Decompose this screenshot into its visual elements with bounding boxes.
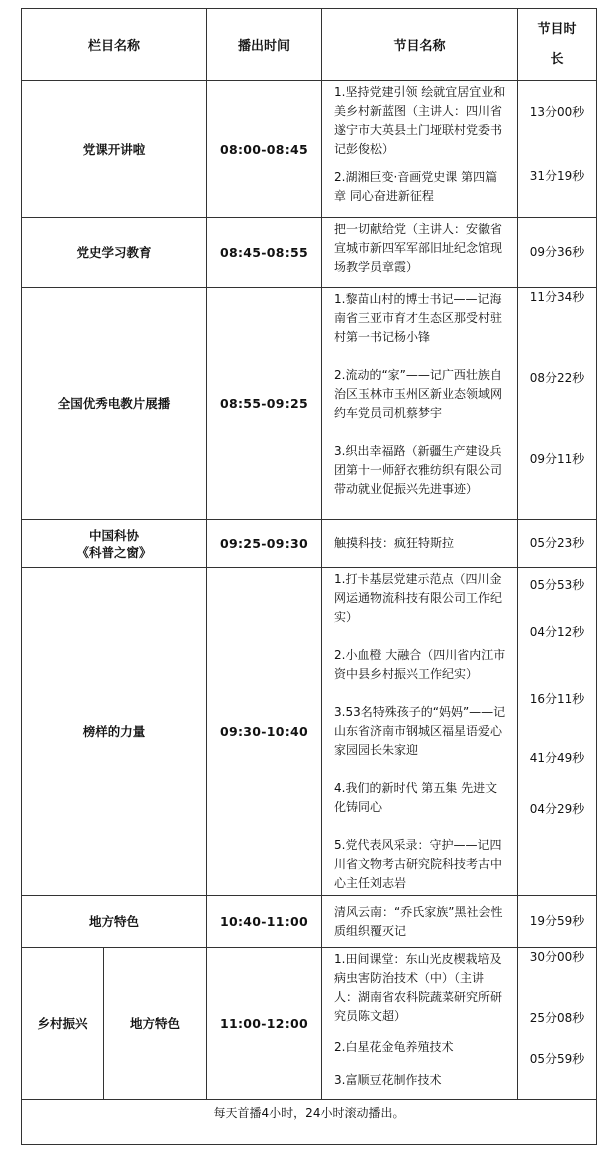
footer-row xyxy=(22,1100,597,1145)
duration-cell xyxy=(518,288,597,520)
column-name xyxy=(22,520,207,568)
table-row xyxy=(22,568,597,896)
table-row xyxy=(22,520,597,568)
program-duration: 09分36秒 xyxy=(529,245,585,259)
table-row xyxy=(22,896,597,948)
header-row xyxy=(22,9,597,81)
header-duration-line2: 长 xyxy=(550,51,564,67)
program-duration: 31分19秒 xyxy=(529,169,585,183)
header-column-name: 栏目名称 xyxy=(22,9,207,81)
air-time: 11:00-12:00 xyxy=(207,948,322,1100)
program-duration: 41分49秒 xyxy=(529,751,585,765)
program-title: 2.白星花金龟养殖技术 xyxy=(334,1040,454,1054)
program-duration: 04分12秒 xyxy=(529,625,585,639)
program-title: 2.流动的“家”——记广西壮族自治区玉林市玉州区新业态领域网约车党员司机蔡梦宇 xyxy=(334,368,503,420)
air-time: 08:00-08:45 xyxy=(207,81,322,218)
program-duration: 04分29秒 xyxy=(529,802,585,816)
header-duration xyxy=(518,9,597,81)
program-duration: 05分59秒 xyxy=(529,1052,585,1066)
column-name: 地方特色 xyxy=(22,896,207,948)
column-name: 榜样的力量 xyxy=(22,568,207,896)
program-title: 2.小血橙 大融合（四川省内江市资中县乡村振兴工作纪实） xyxy=(334,648,506,681)
duration-cell xyxy=(518,218,597,288)
program-cell xyxy=(322,288,518,520)
schedule-table xyxy=(21,8,597,1145)
program-duration: 13分00秒 xyxy=(529,105,585,119)
column-name: 乡村振兴 xyxy=(22,948,104,1100)
header-program-name: 节目名称 xyxy=(322,9,518,81)
column-name-line2: 《科普之窗》 xyxy=(76,544,152,560)
program-title: 1.田间课堂：东山光皮楔栽培及病虫害防治技术（中）（主讲人：湖南省农科院蔬菜研究所研究员陈文超） xyxy=(334,952,503,1023)
program-title: 1.坚持党建引领 绘就宜居宜业和美乡村新蓝图（主讲人：四川省遂宁市大英县土门垭联村党委书记彭俊松） xyxy=(334,85,506,156)
duration-cell xyxy=(518,896,597,948)
header-air-time: 播出时间 xyxy=(207,9,322,81)
header-duration-line1: 节目时 xyxy=(537,21,577,37)
table-row xyxy=(22,948,597,1100)
duration-cell xyxy=(518,520,597,568)
program-duration: 19分59秒 xyxy=(529,914,585,928)
footer-note: 每天首播4小时，24小时滚动播出。 xyxy=(22,1100,597,1145)
table-row xyxy=(22,81,597,218)
program-cell xyxy=(322,520,518,568)
program-title: 5.党代表风采录：守护——记四川省文物考古研究院科技考古中心主任刘志岩 xyxy=(334,838,503,890)
program-duration: 09分11秒 xyxy=(529,452,585,466)
program-duration: 08分22秒 xyxy=(529,371,585,385)
program-cell xyxy=(322,218,518,288)
program-title: 把一切献给党（主讲人：安徽省宣城市新四军军部旧址纪念馆现场教学员章霞） xyxy=(334,222,503,274)
sub-column-name: 地方特色 xyxy=(104,948,207,1100)
program-duration: 11分34秒 xyxy=(529,290,585,304)
program-duration: 16分11秒 xyxy=(529,692,585,706)
column-name: 党史学习教育 xyxy=(22,218,207,288)
program-duration: 30分00秒 xyxy=(529,950,585,964)
air-time: 09:25-09:30 xyxy=(207,520,322,568)
column-name: 全国优秀电教片展播 xyxy=(22,288,207,520)
program-title: 1.打卡基层党建示范点（四川金网运通物流科技有限公司工作纪实） xyxy=(334,572,503,624)
air-time: 08:55-09:25 xyxy=(207,288,322,520)
program-cell xyxy=(322,948,518,1100)
program-title: 1.黎苗山村的博士书记——记海南省三亚市育才生态区那受村驻村第一书记杨小锋 xyxy=(334,292,503,344)
column-name: 党课开讲啦 xyxy=(22,81,207,218)
air-time: 08:45-08:55 xyxy=(207,218,322,288)
program-title: 2.湖湘巨变·音画党史课 第四篇章 同心奋进新征程 xyxy=(334,170,498,203)
program-cell xyxy=(322,81,518,218)
program-duration: 25分08秒 xyxy=(529,1011,585,1025)
duration-cell xyxy=(518,948,597,1100)
duration-cell xyxy=(518,568,597,896)
program-duration: 05分23秒 xyxy=(529,536,585,550)
program-duration: 05分53秒 xyxy=(529,578,585,592)
program-cell xyxy=(322,568,518,896)
table-row xyxy=(22,218,597,288)
air-time: 09:30-10:40 xyxy=(207,568,322,896)
program-title: 触摸科技：疯狂特斯拉 xyxy=(334,536,455,550)
program-cell xyxy=(322,896,518,948)
table-row xyxy=(22,288,597,520)
program-title: 清风云南：“乔氏家族”黑社会性质组织覆灭记 xyxy=(334,904,503,938)
column-name-line1: 中国科协 xyxy=(89,527,140,543)
air-time: 10:40-11:00 xyxy=(207,896,322,948)
duration-cell xyxy=(518,81,597,218)
program-title: 4.我们的新时代 第五集 先进文化铸同心 xyxy=(334,781,498,814)
program-title: 3.53名特殊孩子的“妈妈”——记山东省济南市钢城区福星语爱心家园园长朱家迎 xyxy=(334,705,506,757)
program-title: 3.富顺豆花制作技术 xyxy=(334,1073,442,1087)
program-title: 3.织出幸福路（新疆生产建设兵团第十一师舒衣雅纺织有限公司带动就业促振兴先进事迹） xyxy=(334,444,503,496)
